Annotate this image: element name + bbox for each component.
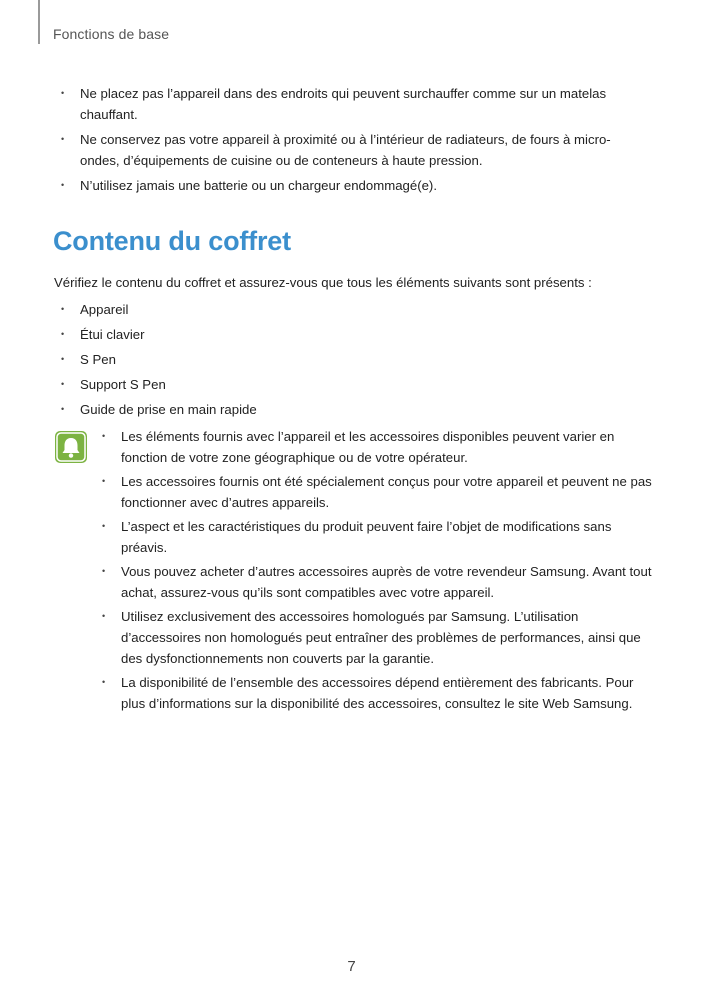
note-item: • Vous pouvez acheter d’autres accessoires auprès de votre revendeur Samsung. Avant tout achat, assurez-vous qu’ils sont compatibles avec votre appareil. — [95, 561, 655, 603]
section-intro: Vérifiez le contenu du coffret et assurez-vous que tous les éléments suivants sont présents : — [54, 275, 592, 290]
note-item: • La disponibilité de l’ensemble des accessoires dépend entièrement des fabricants. Pour plus d’informations sur la disponibilité des accessoires, consultez le site Web Samsung. — [95, 672, 655, 714]
notification-bell-icon — [54, 430, 88, 464]
package-item: • S Pen — [54, 349, 654, 370]
notes-list — [95, 426, 655, 717]
package-item: • Guide de prise en main rapide — [54, 399, 654, 420]
page-number: 7 — [347, 958, 356, 975]
note-item: • Les éléments fournis avec l’appareil et les accessoires disponibles peuvent varier en fonction de votre zone géographique ou de votre opérateur. — [95, 426, 655, 468]
package-item: • Support S Pen — [54, 374, 654, 395]
note-item: • L’aspect et les caractéristiques du produit peuvent faire l’objet de modifications sans préavis. — [95, 516, 655, 558]
package-item: • Étui clavier — [54, 324, 654, 345]
note-item: • Utilisez exclusivement des accessoires homologués par Samsung. L’utilisation d’accessoires non homologués peut entraîner des problèmes de performances, ainsi que des dysfonctionnements non couverts par la garantie. — [95, 606, 655, 669]
warning-item: • Ne placez pas l’appareil dans des endroits qui peuvent surchauffer comme sur un matelas chauffant. — [54, 83, 634, 125]
package-contents-list — [54, 299, 654, 424]
section-title: Contenu du coffret — [53, 226, 291, 256]
warning-item: • N’utilisez jamais une batterie ou un chargeur endommagé(e). — [54, 175, 634, 196]
warning-list — [54, 83, 634, 200]
running-header: Fonctions de base — [53, 26, 170, 42]
package-item: • Appareil — [54, 299, 654, 320]
warning-item: • Ne conservez pas votre appareil à proximité ou à l’intérieur de radiateurs, de fours à micro-ondes, d’équipements de cuisine ou de conteneurs à haute pression. — [54, 129, 634, 171]
note-item: • Les accessoires fournis ont été spécialement conçus pour votre appareil et peuvent ne pas fonctionner avec d’autres appareils. — [95, 471, 655, 513]
header-divider — [38, 0, 40, 44]
